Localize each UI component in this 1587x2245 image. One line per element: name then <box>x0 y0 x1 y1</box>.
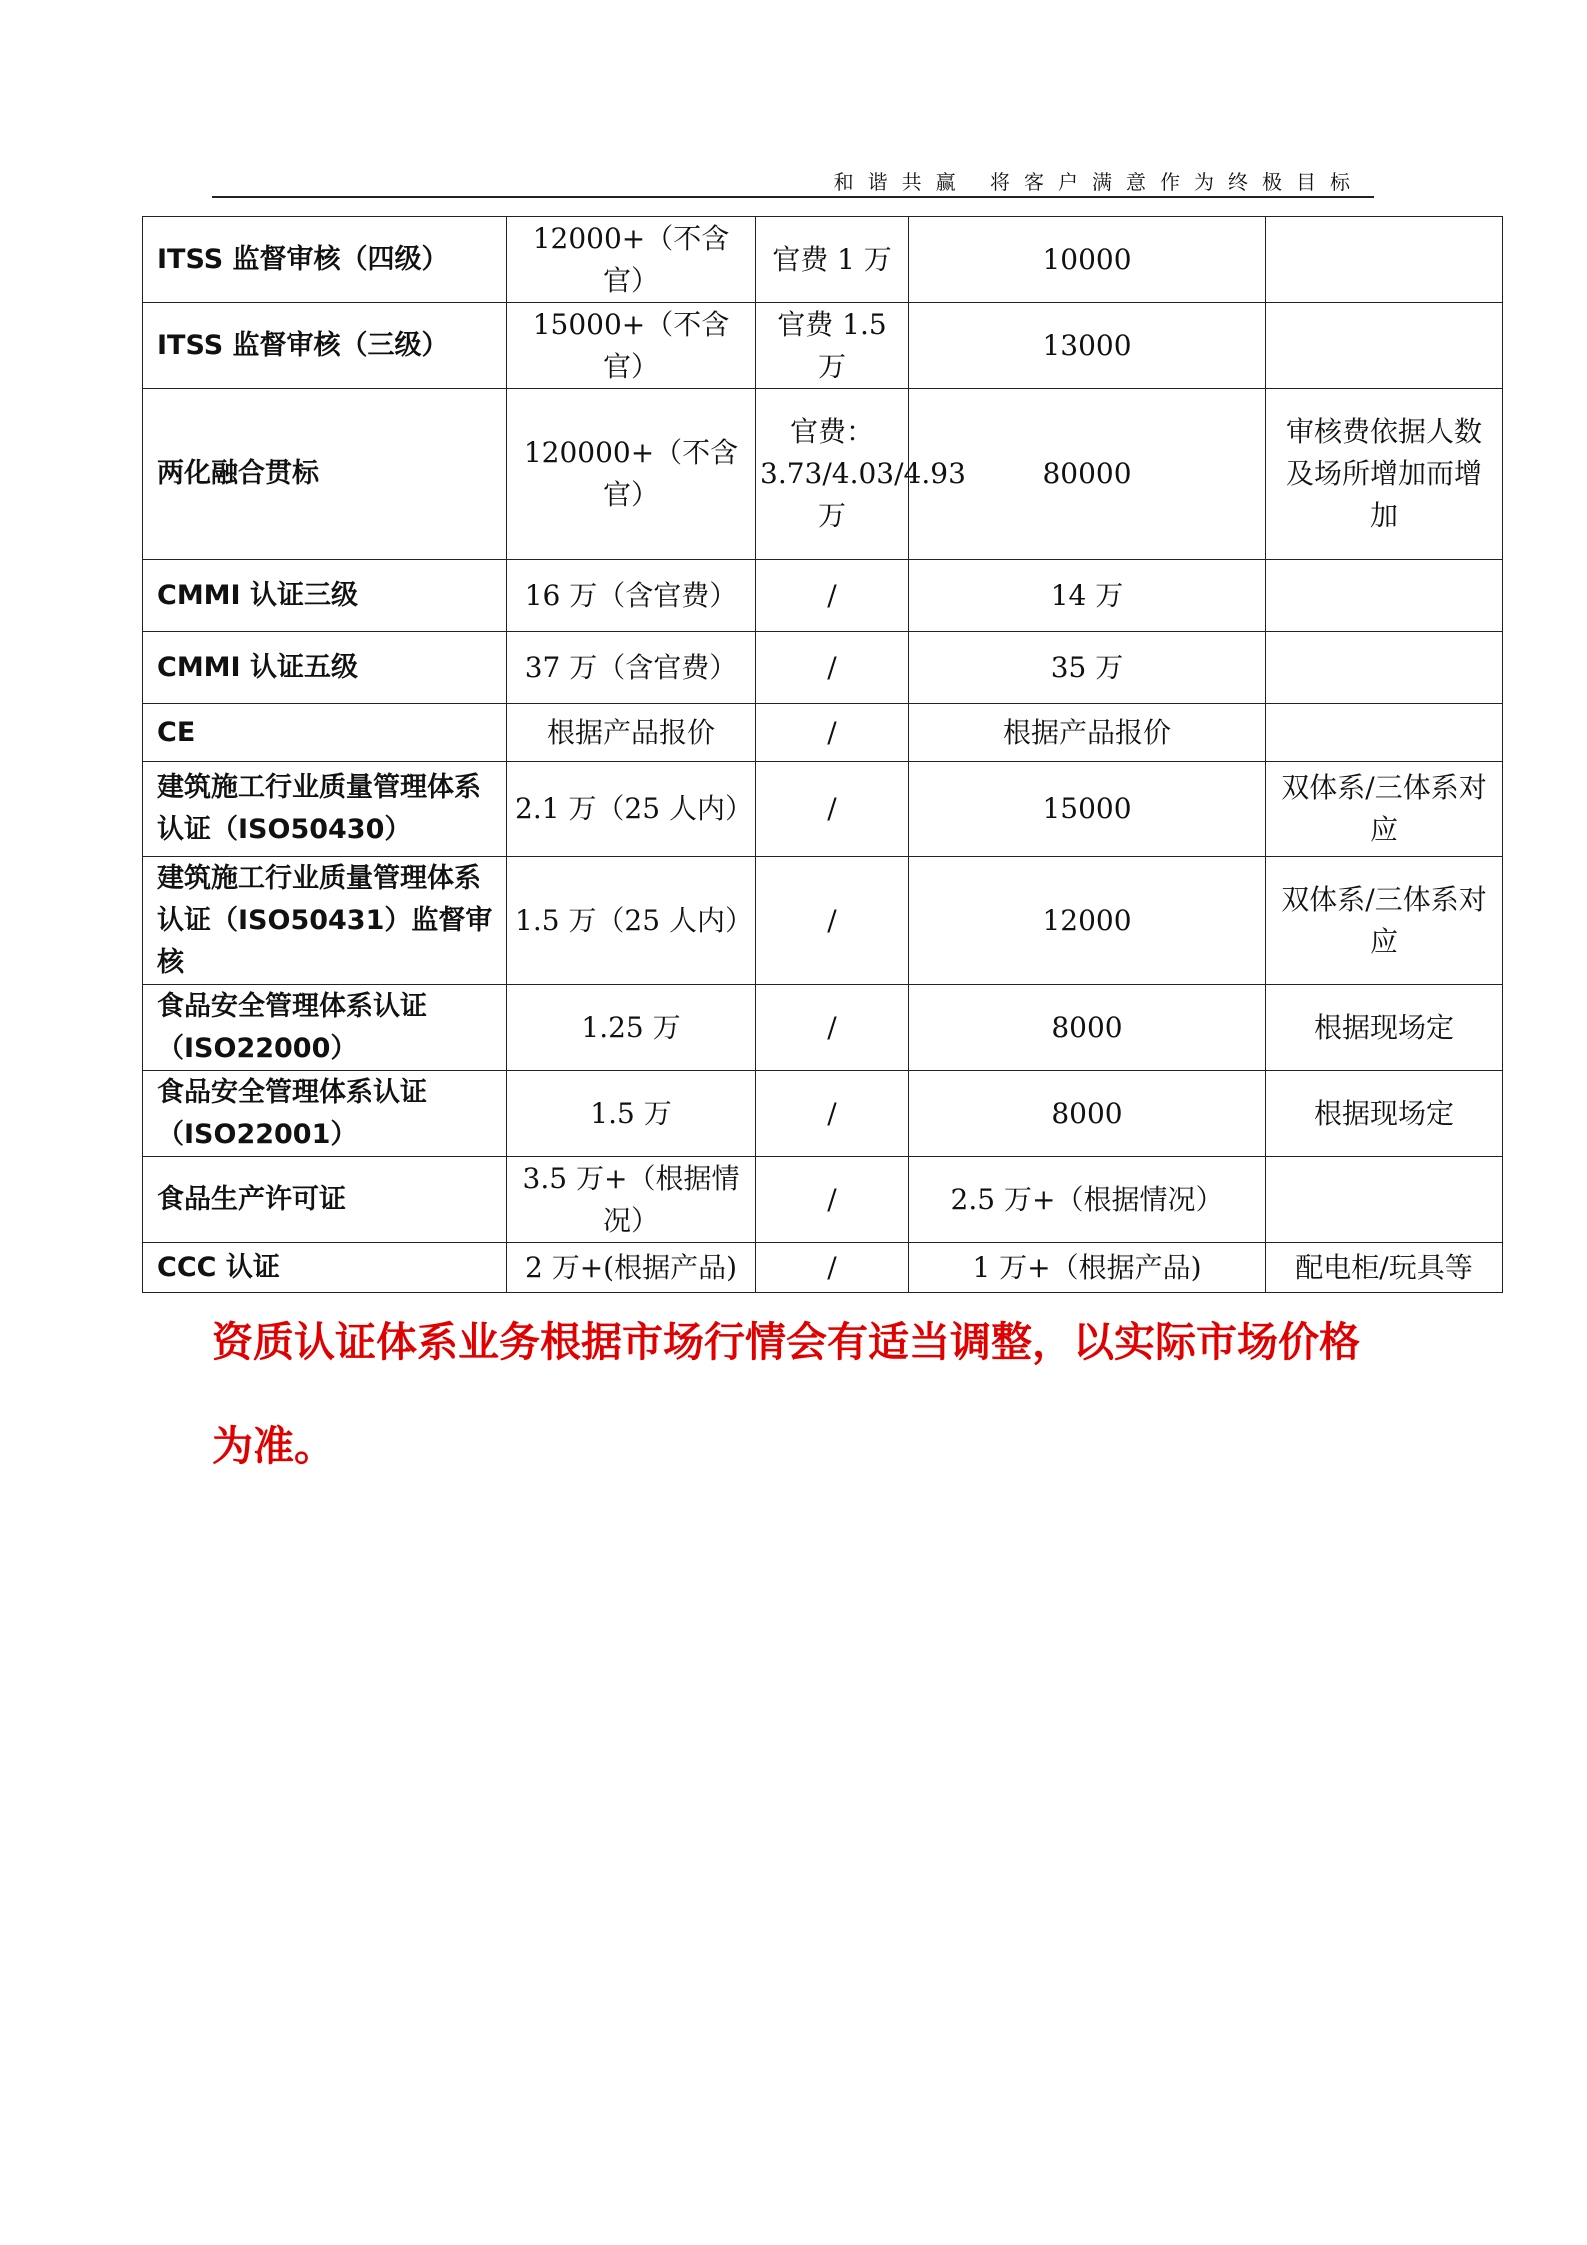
table-row <box>143 985 1503 1071</box>
discount-cell: 2.5 万+（根据情况） <box>909 1157 1266 1243</box>
remark-cell <box>1266 217 1503 303</box>
discount-cell: 10000 <box>909 217 1266 303</box>
item-name-cell: 食品安全管理体系认证（ISO22001） <box>143 1071 507 1157</box>
official-fee-cell: 官费 1 万 <box>756 217 909 303</box>
official-fee-cell: / <box>756 560 909 632</box>
remark-cell: 配电柜/玩具等 <box>1266 1243 1503 1293</box>
official-fee-cell: / <box>756 1071 909 1157</box>
price-cell: 3.5 万+（根据情况） <box>507 1157 756 1243</box>
discount-cell: 35 万 <box>909 632 1266 704</box>
remark-cell: 根据现场定 <box>1266 985 1503 1071</box>
official-fee-cell: / <box>756 1243 909 1293</box>
item-name-cell: 建筑施工行业质量管理体系认证（ISO50431）监督审核 <box>143 857 507 985</box>
price-cell: 120000+（不含官） <box>507 389 756 560</box>
table-row <box>143 762 1503 857</box>
item-name-cell: 食品安全管理体系认证（ISO22000） <box>143 985 507 1071</box>
discount-cell: 80000 <box>909 389 1266 560</box>
remark-cell <box>1266 1157 1503 1243</box>
remark-cell <box>1266 303 1503 389</box>
item-name-cell: CE <box>143 704 507 762</box>
price-adjustment-note: 资质认证体系业务根据市场行情会有适当调整，以实际市场价格为准。 <box>212 1318 1360 1470</box>
header-motto: 和谐共赢 将客户满意作为终极目标 <box>833 170 1364 194</box>
official-fee-cell: 官费 1.5 万 <box>756 303 909 389</box>
discount-cell: 14 万 <box>909 560 1266 632</box>
item-name-cell: 食品生产许可证 <box>143 1157 507 1243</box>
price-cell: 16 万（含官费） <box>507 560 756 632</box>
remark-cell: 根据现场定 <box>1266 1071 1503 1157</box>
discount-cell: 1 万+（根据产品) <box>909 1243 1266 1293</box>
item-name-cell: 建筑施工行业质量管理体系认证（ISO50430） <box>143 762 507 857</box>
price-cell: 1.5 万 <box>507 1071 756 1157</box>
table-row <box>143 632 1503 704</box>
official-fee-cell: / <box>756 762 909 857</box>
item-name-cell: ITSS 监督审核（三级） <box>143 303 507 389</box>
price-cell: 15000+（不含官） <box>507 303 756 389</box>
item-name-cell: CCC 认证 <box>143 1243 507 1293</box>
table-row <box>143 1071 1503 1157</box>
price-cell: 1.5 万（25 人内） <box>507 857 756 985</box>
discount-cell: 15000 <box>909 762 1266 857</box>
discount-cell: 8000 <box>909 985 1266 1071</box>
remark-cell: 双体系/三体系对应 <box>1266 857 1503 985</box>
price-cell: 37 万（含官费） <box>507 632 756 704</box>
price-cell: 2.1 万（25 人内） <box>507 762 756 857</box>
table-row <box>143 560 1503 632</box>
page-header <box>212 162 1374 198</box>
remark-cell <box>1266 704 1503 762</box>
item-name-cell: 两化融合贯标 <box>143 389 507 560</box>
table-row <box>143 303 1503 389</box>
item-name-cell: CMMI 认证三级 <box>143 560 507 632</box>
table-row <box>143 389 1503 560</box>
official-fee-cell: / <box>756 704 909 762</box>
table-row <box>143 1243 1503 1293</box>
price-cell: 根据产品报价 <box>507 704 756 762</box>
remark-cell: 审核费依据人数及场所增加而增加 <box>1266 389 1503 560</box>
official-fee-cell: / <box>756 857 909 985</box>
table-row <box>143 857 1503 985</box>
official-fee-cell: / <box>756 632 909 704</box>
discount-cell: 12000 <box>909 857 1266 985</box>
remark-cell: 双体系/三体系对应 <box>1266 762 1503 857</box>
table-row <box>143 1157 1503 1243</box>
price-table <box>142 216 1503 1293</box>
price-cell: 12000+（不含官） <box>507 217 756 303</box>
official-fee-cell: 官费：3.73/4.03/4.93 万 <box>756 389 909 560</box>
discount-cell: 根据产品报价 <box>909 704 1266 762</box>
discount-cell: 8000 <box>909 1071 1266 1157</box>
price-cell: 1.25 万 <box>507 985 756 1071</box>
remark-cell <box>1266 560 1503 632</box>
official-fee-cell: / <box>756 1157 909 1243</box>
table-row <box>143 217 1503 303</box>
remark-cell <box>1266 632 1503 704</box>
item-name-cell: ITSS 监督审核（四级） <box>143 217 507 303</box>
table-row <box>143 704 1503 762</box>
price-cell: 2 万+(根据产品) <box>507 1243 756 1293</box>
official-fee-cell: / <box>756 985 909 1071</box>
item-name-cell: CMMI 认证五级 <box>143 632 507 704</box>
discount-cell: 13000 <box>909 303 1266 389</box>
